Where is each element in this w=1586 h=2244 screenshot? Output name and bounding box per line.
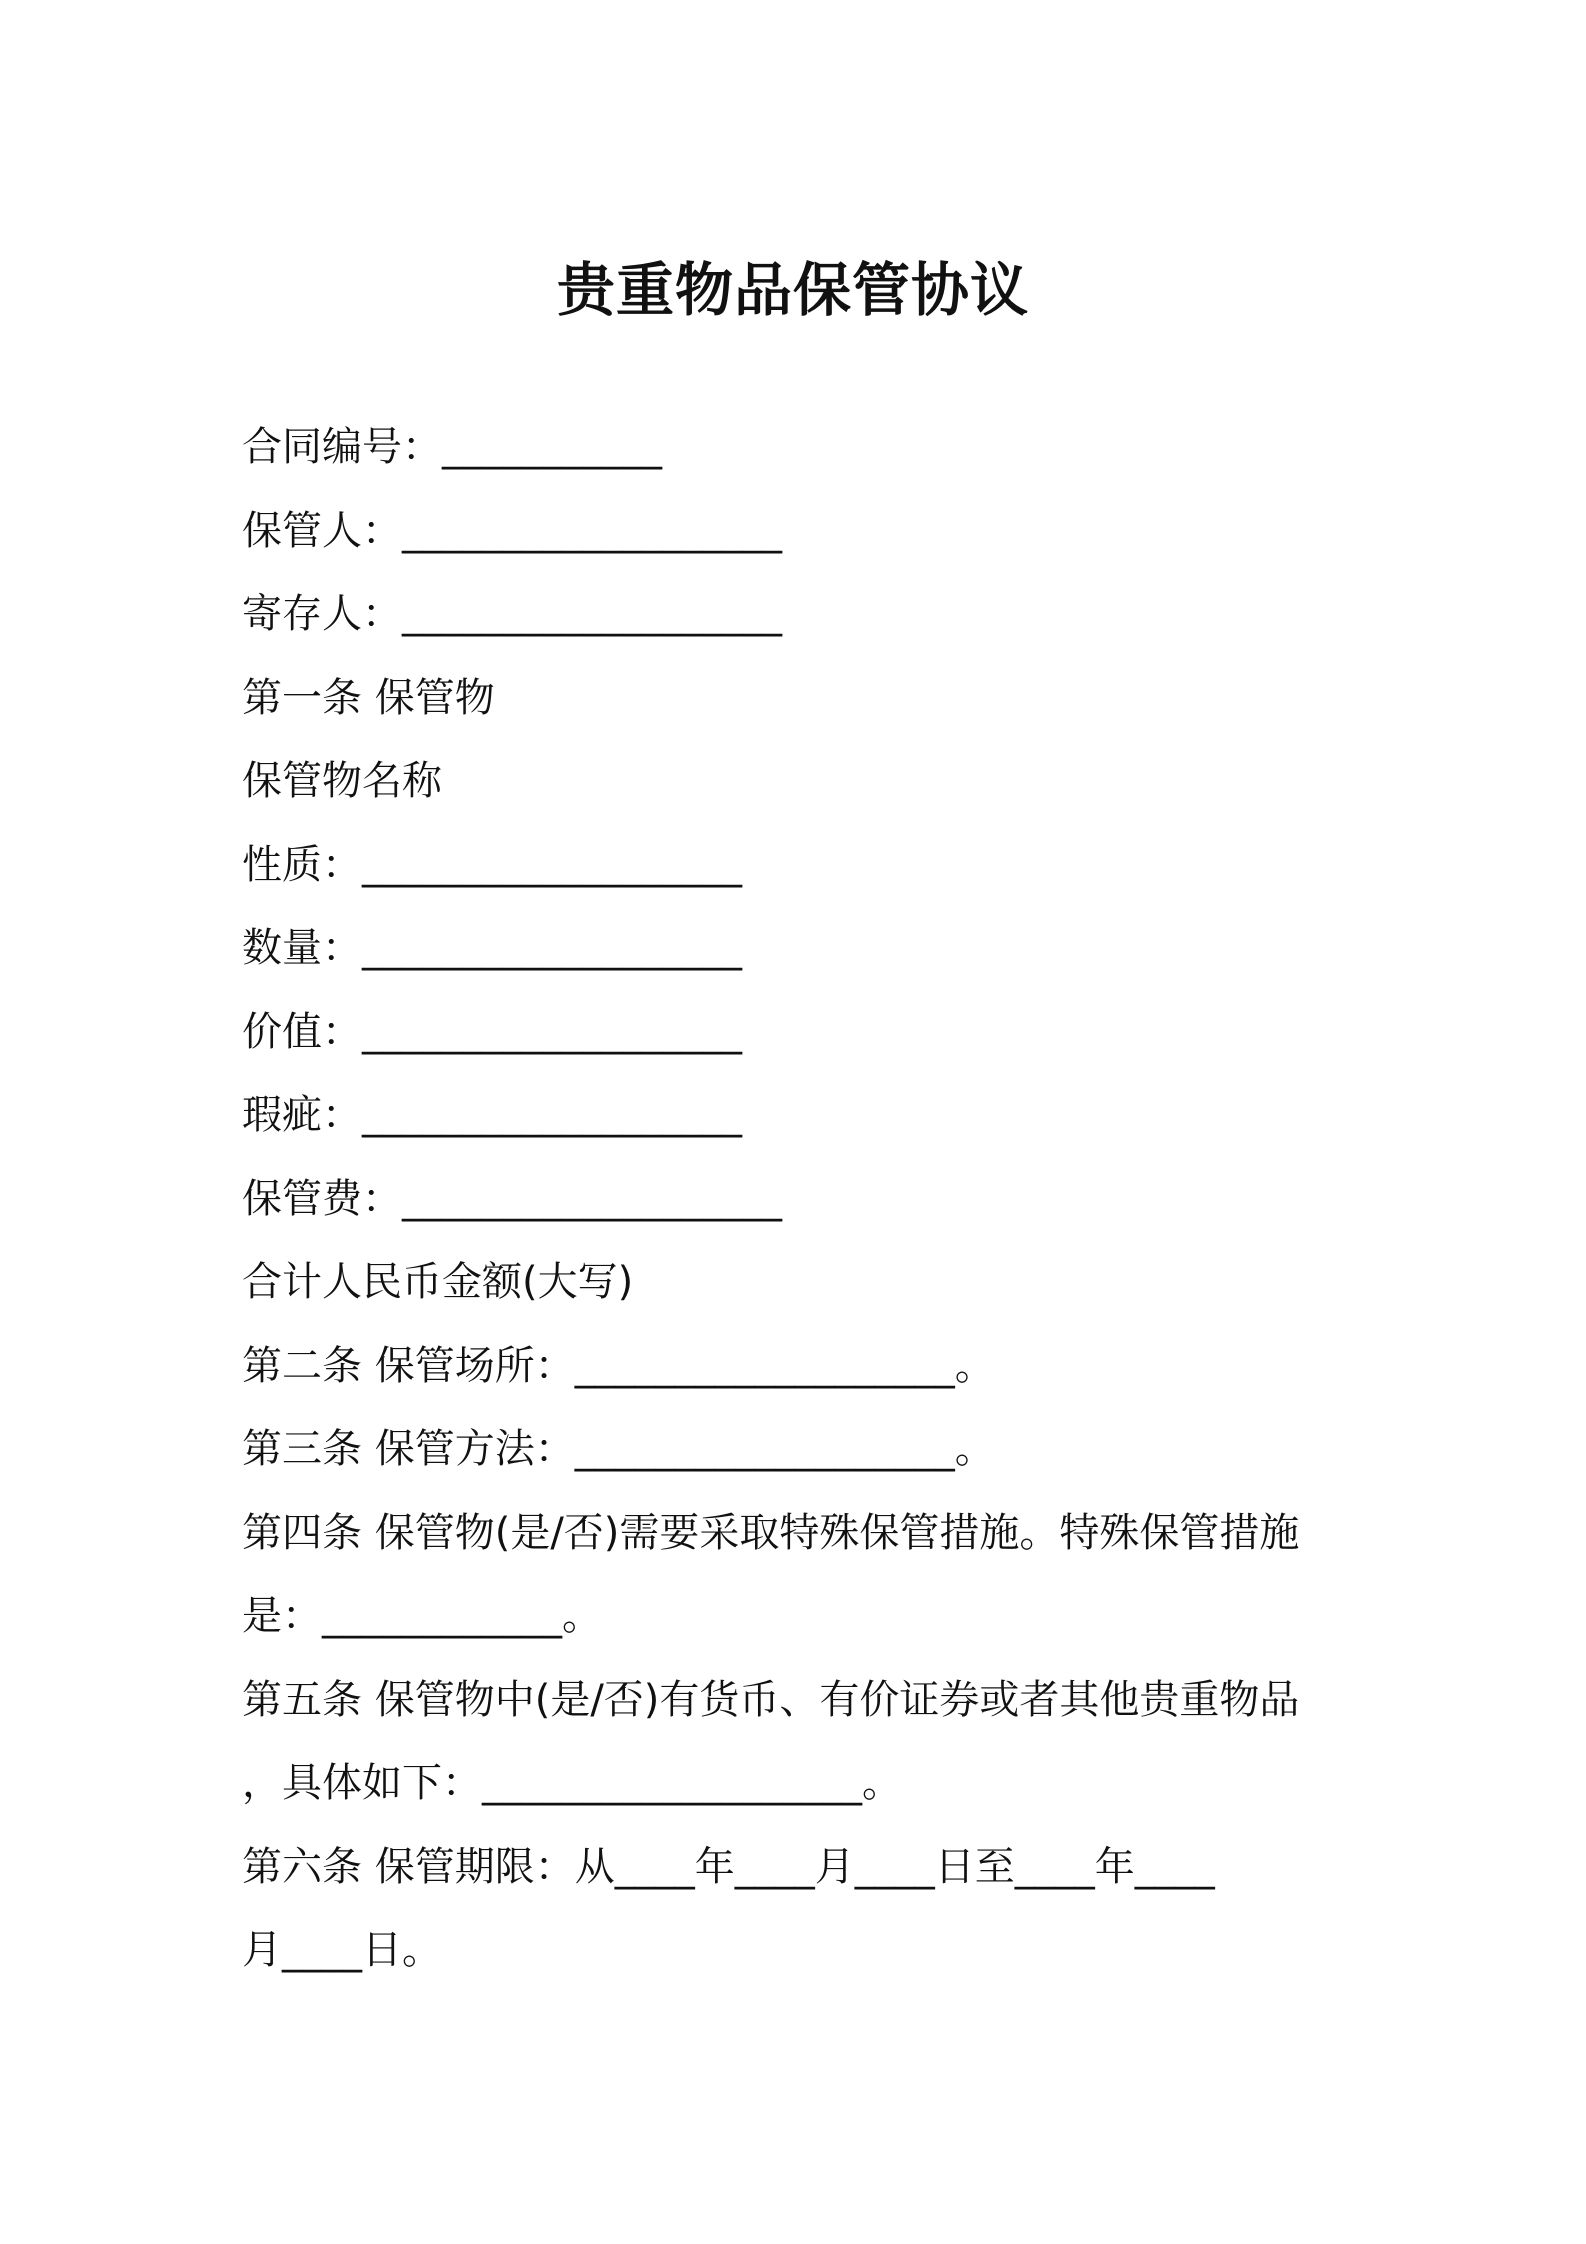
nature-line: 性质：___________________ — [242, 841, 742, 888]
article-4-line-2: 是：____________。 — [242, 1593, 602, 1639]
article-6-line-1: 第六条 保管期限：从____年____月____日至____年____ — [242, 1843, 1215, 1890]
article-4-line-1: 第四条 保管物(是/否)需要采取特殊保管措施。特殊保管措施 — [242, 1509, 1300, 1556]
item-name-label: 保管物名称 — [242, 758, 442, 804]
article-3-line: 第三条 保管方法：___________________。 — [242, 1426, 995, 1472]
document-title: 贵重物品保管协议 — [556, 256, 1029, 324]
article-1-heading: 第一条 保管物 — [242, 674, 495, 721]
article-2-line: 第二条 保管场所：___________________。 — [242, 1342, 995, 1389]
depositor-line: 寄存人：___________________ — [242, 591, 782, 637]
defect-line: 瑕疵：___________________ — [242, 1092, 742, 1138]
contract-number-line: 合同编号：___________ — [242, 424, 662, 470]
document-body — [242, 406, 1362, 1993]
custodian-line: 保管人：___________________ — [242, 507, 782, 554]
article-5-line-1: 第五条 保管物中(是/否)有货币、有价证券或者其他贵重物品 — [242, 1676, 1300, 1723]
article-6-line-2: 月____日。 — [242, 1927, 442, 1973]
value-line: 价值：___________________ — [242, 1008, 742, 1055]
total-amount-label: 合计人民币金额(大写) — [242, 1259, 634, 1305]
quantity-line: 数量：___________________ — [242, 925, 742, 971]
article-5-line-2: ，具体如下：___________________。 — [242, 1760, 902, 1806]
storage-fee-line: 保管费：___________________ — [242, 1175, 782, 1222]
